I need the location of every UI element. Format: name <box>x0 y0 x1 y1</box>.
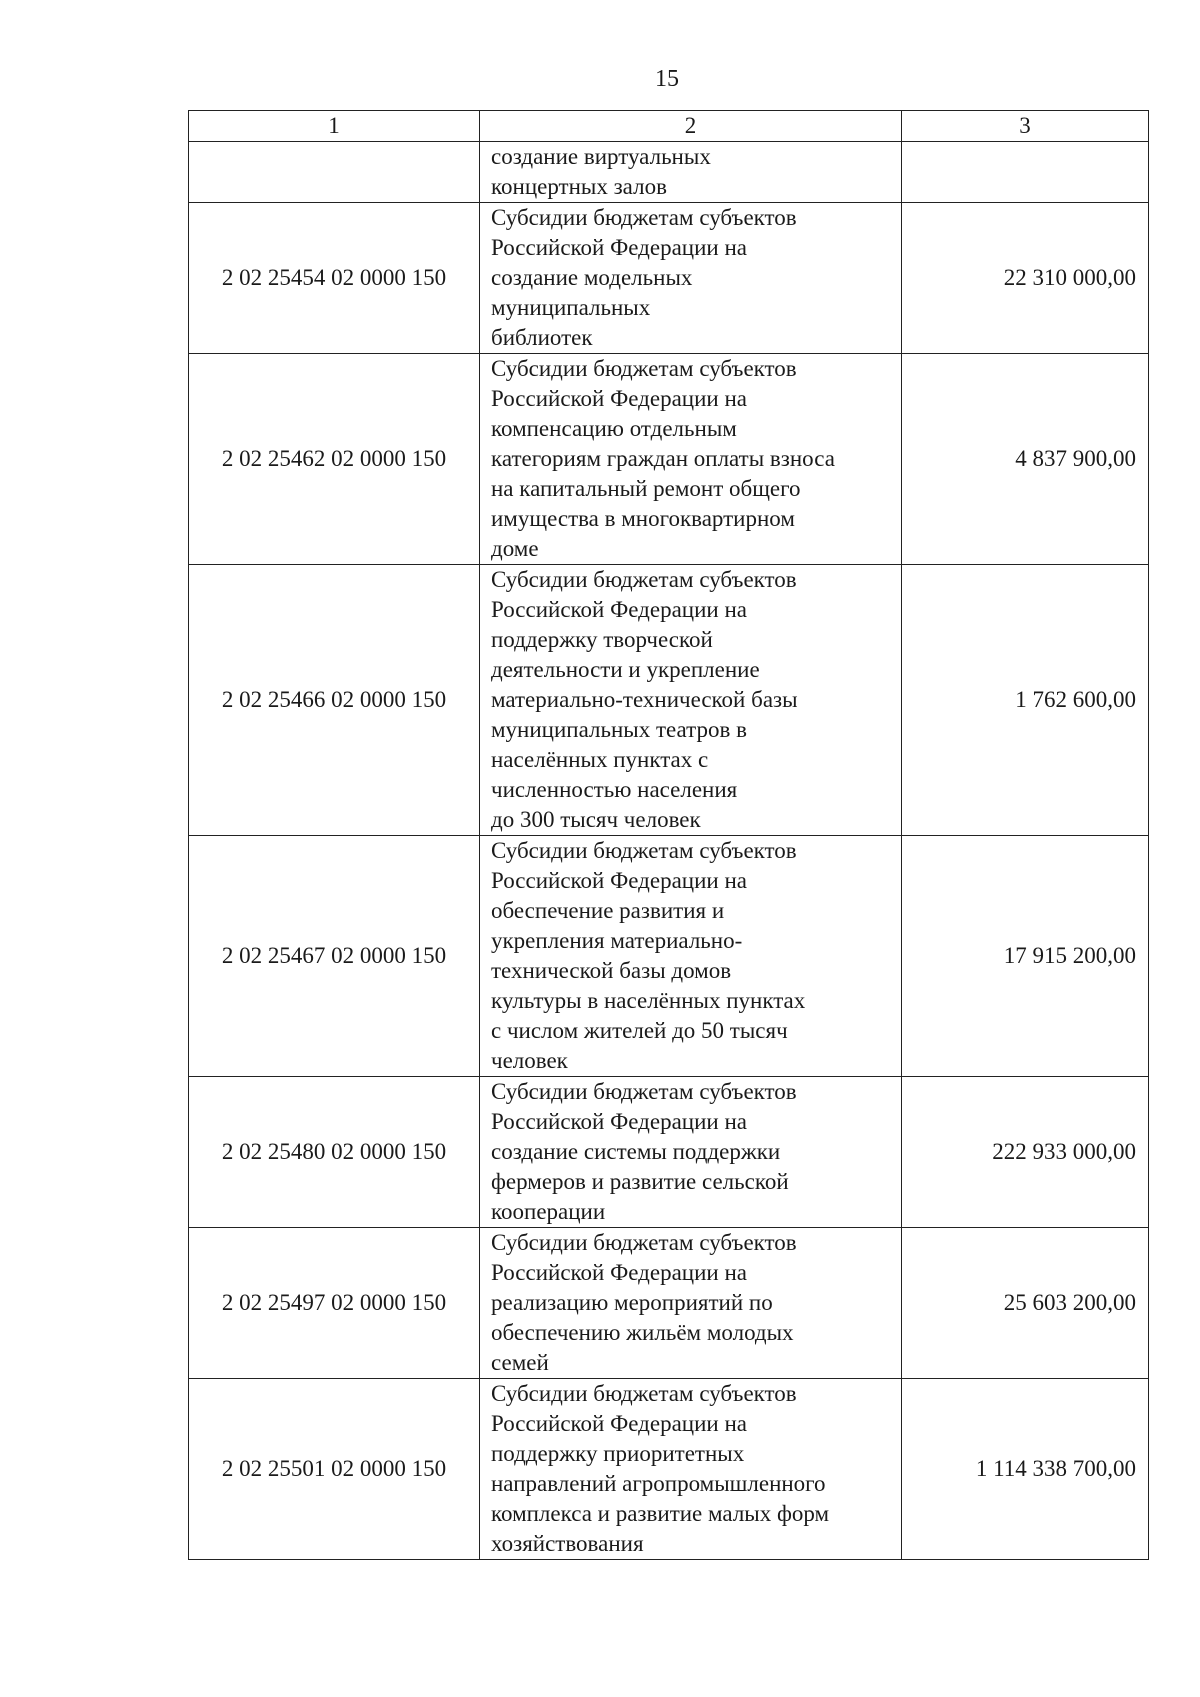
table-header-row <box>189 111 1149 142</box>
description: Субсидии бюджетам субъектов Российской Федерации на поддержку творческой деятельности и укрепление материально-технической базы муниципальных театров в населённых пунктах с численностью населения до 300 тысяч человек <box>480 565 902 836</box>
amount: 1 762 600,00 <box>902 565 1149 836</box>
budget-code: 2 02 25466 02 0000 150 <box>189 565 480 836</box>
table-row <box>189 1228 1149 1379</box>
column-header-3: 3 <box>902 111 1149 142</box>
table-row <box>189 142 1149 203</box>
table-row <box>189 836 1149 1077</box>
budget-code: 2 02 25462 02 0000 150 <box>189 354 480 565</box>
amount: 4 837 900,00 <box>902 354 1149 565</box>
description: Субсидии бюджетам субъектов Российской Федерации на реализацию мероприятий по обеспечению жильём молодых семей <box>480 1228 902 1379</box>
budget-code <box>189 142 480 203</box>
amount: 25 603 200,00 <box>902 1228 1149 1379</box>
description: Субсидии бюджетам субъектов Российской Федерации на обеспечение развития и укрепления материально- технической базы домов культуры в населённых пунктах с числом жителей до 50 тысяч человек <box>480 836 902 1077</box>
description: Субсидии бюджетам субъектов Российской Федерации на создание системы поддержки фермеров и развитие сельской кооперации <box>480 1077 902 1228</box>
amount: 222 933 000,00 <box>902 1077 1149 1228</box>
budget-code: 2 02 25480 02 0000 150 <box>189 1077 480 1228</box>
amount <box>902 142 1149 203</box>
table-row <box>189 1379 1149 1560</box>
table-row <box>189 354 1149 565</box>
table-row <box>189 1077 1149 1228</box>
budget-code: 2 02 25454 02 0000 150 <box>189 203 480 354</box>
table-row <box>189 565 1149 836</box>
description: Субсидии бюджетам субъектов Российской Федерации на поддержку приоритетных направлений агропромышленного комплекса и развитие малых форм хозяйствования <box>480 1379 902 1560</box>
budget-code: 2 02 25467 02 0000 150 <box>189 836 480 1077</box>
amount: 22 310 000,00 <box>902 203 1149 354</box>
budget-code: 2 02 25501 02 0000 150 <box>189 1379 480 1560</box>
page-number: 15 <box>655 66 679 92</box>
budget-table <box>188 110 1149 1560</box>
table-row <box>189 203 1149 354</box>
column-header-2: 2 <box>480 111 902 142</box>
description: Субсидии бюджетам субъектов Российской Федерации на компенсацию отдельным категориям граждан оплаты взноса на капитальный ремонт общего имущества в многоквартирном доме <box>480 354 902 565</box>
description: Субсидии бюджетам субъектов Российской Федерации на создание модельных муниципальных библиотек <box>480 203 902 354</box>
description: создание виртуальных концертных залов <box>480 142 902 203</box>
amount: 1 114 338 700,00 <box>902 1379 1149 1560</box>
column-header-1: 1 <box>189 111 480 142</box>
amount: 17 915 200,00 <box>902 836 1149 1077</box>
budget-code: 2 02 25497 02 0000 150 <box>189 1228 480 1379</box>
